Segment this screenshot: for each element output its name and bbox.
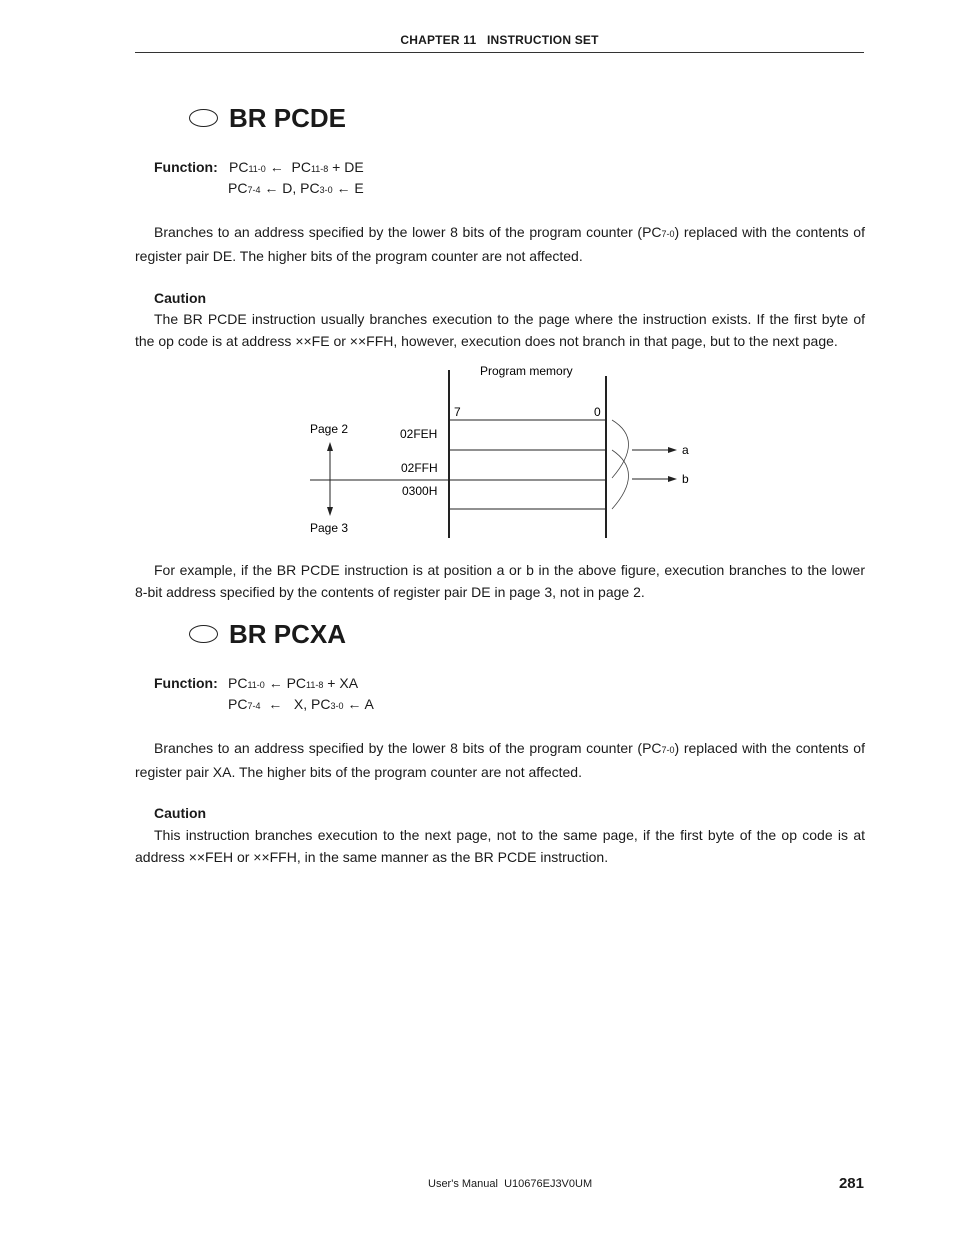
running-header (135, 33, 864, 47)
description-br-pcxa: Branches to an address specified by the lower 8 bits of the program counter (PC7-0) replaced with the contents of register pair XA. The higher bits of the program counter are not affected. (135, 740, 865, 780)
footer-manual-id: User's Manual U10676EJ3V0UM (428, 1178, 593, 1190)
example-paragraph: For example, if the BR PCDE instruction is at position a or b in the above figure, execution branches to the lower 8-bit address specified by the contents of register pair DE in page 3, not in page 2. (135, 562, 865, 600)
section-title-br-pcde: BR PCDE (229, 103, 347, 133)
chapter-title: INSTRUCTION SET (486, 33, 599, 47)
function-line-2: PC7-4 ← D, PC3-0 ← E (228, 180, 364, 196)
arrow-up-icon (327, 442, 333, 451)
caution-text-br-pcxa: This instruction branches execution to the next page, not to the same page, if the first byte of the op code is at address ××FEH or ××FFH, in the same manner as the BR PCDE instruction. (135, 827, 865, 865)
arrow-right-icon (668, 476, 677, 482)
function-label: Function: (154, 675, 218, 691)
function-line-2: PC7-4 ← X, PC3-0 ← A (228, 696, 374, 712)
bit-low-label: 0 (594, 405, 601, 419)
address-label: 0300H (402, 484, 438, 498)
description-br-pcde: Branches to an address specified by the lower 8 bits of the program counter (PC7-0) replaced with the contents of register pair DE. The higher bits of the program counter are not affected. (135, 224, 865, 264)
program-memory-figure (300, 360, 720, 545)
address-label: 02FEH (400, 427, 438, 441)
position-b-label: b (682, 472, 689, 486)
branch-arc-a (612, 420, 629, 478)
page-number: 281 (838, 1175, 864, 1192)
page-2-label: Page 2 (310, 422, 349, 436)
bit-high-label: 7 (454, 405, 461, 419)
address-label: 02FFH (401, 461, 438, 475)
arrow-right-icon (668, 447, 677, 453)
caution-heading: Caution (154, 290, 207, 306)
page-3-label: Page 3 (310, 521, 349, 535)
caution-text-br-pcde: The BR PCDE instruction usually branches execution to the page where the instruction exists. If the first byte of the op code is at address ××FE or ××FFH, however, execution does not branch in that page, but to the next page. (135, 311, 865, 349)
figure-title: Program memory (480, 364, 573, 378)
position-a-label: a (682, 443, 689, 457)
chapter-number: CHAPTER 11 (400, 33, 477, 47)
branch-arc-b (612, 450, 629, 509)
arrow-down-icon (327, 507, 333, 516)
section-oval-icon (189, 625, 218, 643)
function-label: Function: (154, 159, 218, 175)
section-oval-icon (189, 109, 218, 127)
function-line-1: PC11-0 ← PC11-8 + DE (229, 159, 364, 175)
header-rule (135, 52, 864, 53)
function-line-1: PC11-0 ← PC11-8 + XA (228, 675, 359, 691)
section-title-br-pcxa: BR PCXA (229, 619, 347, 649)
caution-heading: Caution (154, 805, 207, 821)
